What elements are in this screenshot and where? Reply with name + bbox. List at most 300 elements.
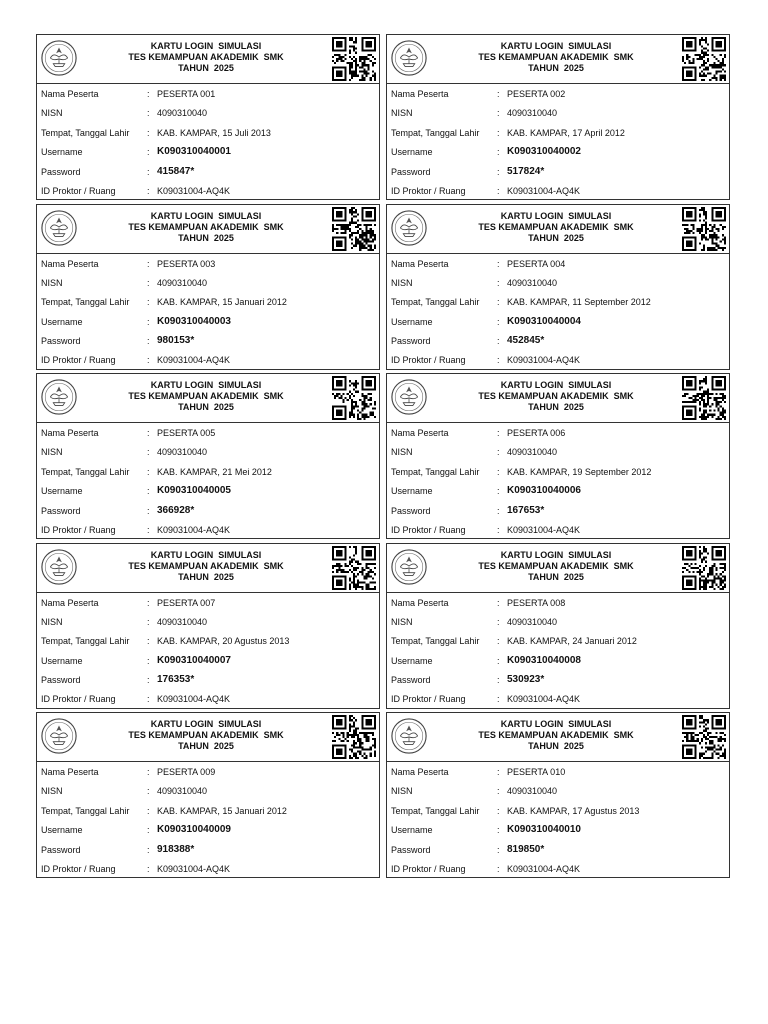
separator: : xyxy=(147,336,150,347)
card-title xyxy=(97,211,315,244)
separator: : xyxy=(497,655,500,666)
value-ttl: KAB. KAMPAR, 20 Agustus 2013 xyxy=(157,636,290,647)
separator: : xyxy=(147,355,150,366)
row-ttl xyxy=(37,293,379,312)
login-card xyxy=(386,543,730,709)
card-title-line: TAHUN 2025 xyxy=(178,402,234,412)
separator: : xyxy=(147,675,150,686)
card-title-line: TES KEMAMPUAN AKADEMIK SMK xyxy=(478,560,634,571)
qr-code-icon xyxy=(332,37,376,81)
card-title-line: KARTU LOGIN SIMULASI xyxy=(150,719,262,729)
card-title-line: TAHUN 2025 xyxy=(528,741,584,751)
tut-wuri-handayani-emblem-icon xyxy=(390,378,428,416)
card-title xyxy=(447,380,665,413)
card-header xyxy=(387,205,729,254)
label-password: Password xyxy=(41,166,81,177)
separator: : xyxy=(497,805,500,816)
card-title-line: TES KEMAMPUAN AKADEMIK SMK xyxy=(128,391,284,401)
login-card xyxy=(36,34,380,200)
login-card xyxy=(36,204,380,370)
tut-wuri-handayani-emblem-icon xyxy=(40,717,78,755)
value-username: K090310040009 xyxy=(157,824,231,836)
label-nisn: NISN xyxy=(41,447,63,458)
card-title-line: TAHUN 2025 xyxy=(528,571,584,582)
row-username xyxy=(37,313,379,332)
row-ruang xyxy=(37,521,379,540)
label-ruang: ID Proktor / Ruang xyxy=(391,524,466,535)
separator: : xyxy=(497,844,500,855)
label-nisn: NISN xyxy=(391,447,413,458)
card-title xyxy=(97,380,315,413)
card-title-line: TES KEMAMPUAN AKADEMIK SMK xyxy=(478,52,634,62)
row-ttl xyxy=(387,124,729,143)
row-nisn xyxy=(387,443,729,462)
row-nisn xyxy=(37,613,379,632)
row-ttl xyxy=(387,802,729,821)
value-username: K090310040001 xyxy=(157,146,231,158)
card-title-line: TAHUN 2025 xyxy=(178,571,234,582)
qr-code-icon xyxy=(682,376,726,420)
separator: : xyxy=(147,694,150,705)
value-nama: PESERTA 002 xyxy=(507,89,566,99)
label-username: Username xyxy=(391,486,433,497)
row-password xyxy=(37,841,379,860)
label-username: Username xyxy=(391,147,433,158)
value-nisn: 4090310040 xyxy=(507,786,558,797)
separator: : xyxy=(147,767,150,777)
value-username: K090310040006 xyxy=(507,485,581,497)
label-username: Username xyxy=(41,655,83,666)
value-nisn: 4090310040 xyxy=(507,277,558,288)
row-nisn xyxy=(37,443,379,462)
row-ruang xyxy=(387,351,729,370)
label-nama: Nama Peserta xyxy=(391,428,449,438)
value-nisn: 4090310040 xyxy=(157,447,208,458)
row-username xyxy=(387,482,729,501)
separator: : xyxy=(497,505,500,516)
separator: : xyxy=(497,863,500,874)
row-nama xyxy=(37,763,379,782)
separator: : xyxy=(497,597,500,608)
tut-wuri-handayani-emblem-icon xyxy=(390,39,428,77)
value-nisn: 4090310040 xyxy=(157,616,208,627)
card-title-line: KARTU LOGIN SIMULASI xyxy=(500,549,612,560)
separator: : xyxy=(497,127,500,138)
row-username xyxy=(387,652,729,671)
card-details xyxy=(387,84,729,201)
value-ruang: K09031004-AQ4K xyxy=(507,185,581,196)
card-title-line: KARTU LOGIN SIMULASI xyxy=(500,380,612,390)
tut-wuri-handayani-emblem-icon xyxy=(40,39,78,77)
value-password: 530923* xyxy=(507,674,545,686)
card-title-line: KARTU LOGIN SIMULASI xyxy=(500,210,612,221)
separator: : xyxy=(147,89,150,99)
row-username xyxy=(37,821,379,840)
separator: : xyxy=(147,316,150,327)
value-nama: PESERTA 003 xyxy=(157,258,216,269)
card-details xyxy=(37,593,379,710)
separator: : xyxy=(497,767,500,777)
card-title xyxy=(97,719,315,752)
row-nisn xyxy=(387,613,729,632)
row-username xyxy=(387,821,729,840)
row-ttl xyxy=(387,463,729,482)
label-ruang: ID Proktor / Ruang xyxy=(41,694,116,705)
row-ruang xyxy=(37,351,379,370)
card-header xyxy=(37,374,379,423)
value-nama: PESERTA 005 xyxy=(157,428,216,438)
label-password: Password xyxy=(391,675,431,686)
label-password: Password xyxy=(41,505,81,516)
value-ruang: K09031004-AQ4K xyxy=(157,185,231,196)
row-password xyxy=(387,163,729,182)
card-title-line: TAHUN 2025 xyxy=(178,63,234,73)
card-title-line: TES KEMAMPUAN AKADEMIK SMK xyxy=(128,52,284,62)
login-card xyxy=(36,712,380,878)
label-password: Password xyxy=(391,505,431,516)
label-ruang: ID Proktor / Ruang xyxy=(391,694,466,705)
card-title-line: KARTU LOGIN SIMULASI xyxy=(150,549,262,560)
value-username: K090310040007 xyxy=(157,654,231,666)
row-password xyxy=(37,163,379,182)
value-password: 819850* xyxy=(507,843,545,855)
card-title-line: TES KEMAMPUAN AKADEMIK SMK xyxy=(128,221,284,232)
label-ttl: Tempat, Tanggal Lahir xyxy=(391,466,480,477)
value-ttl: KAB. KAMPAR, 17 Agustus 2013 xyxy=(507,805,640,816)
label-ttl: Tempat, Tanggal Lahir xyxy=(41,466,130,477)
card-title xyxy=(447,211,665,244)
row-ttl xyxy=(37,463,379,482)
separator: : xyxy=(497,147,500,158)
value-nama: PESERTA 004 xyxy=(507,258,566,269)
row-ruang xyxy=(387,182,729,201)
tut-wuri-handayani-emblem-icon xyxy=(40,548,78,586)
separator: : xyxy=(147,108,150,119)
label-ttl: Tempat, Tanggal Lahir xyxy=(41,297,130,308)
card-details xyxy=(387,593,729,710)
value-ttl: KAB. KAMPAR, 21 Mei 2012 xyxy=(157,466,272,477)
separator: : xyxy=(147,636,150,647)
label-ruang: ID Proktor / Ruang xyxy=(41,524,116,535)
card-details xyxy=(37,423,379,540)
separator: : xyxy=(497,486,500,497)
separator: : xyxy=(147,127,150,138)
tut-wuri-handayani-emblem-icon xyxy=(40,209,78,247)
login-card xyxy=(36,373,380,539)
label-nisn: NISN xyxy=(41,277,63,288)
tut-wuri-handayani-emblem-icon xyxy=(390,717,428,755)
value-nama: PESERTA 010 xyxy=(507,767,566,777)
separator: : xyxy=(147,428,150,438)
separator: : xyxy=(497,89,500,99)
value-nisn: 4090310040 xyxy=(157,786,208,797)
value-username: K090310040003 xyxy=(157,315,231,327)
row-password xyxy=(387,332,729,351)
row-username xyxy=(387,313,729,332)
row-nama xyxy=(387,763,729,782)
value-ruang: K09031004-AQ4K xyxy=(157,863,231,874)
card-title-line: KARTU LOGIN SIMULASI xyxy=(150,380,262,390)
card-header xyxy=(387,35,729,84)
card-title-line: TES KEMAMPUAN AKADEMIK SMK xyxy=(128,560,284,571)
card-header xyxy=(37,205,379,254)
row-ruang xyxy=(387,521,729,540)
card-header xyxy=(37,713,379,762)
separator: : xyxy=(147,147,150,158)
value-ruang: K09031004-AQ4K xyxy=(507,524,581,535)
row-nisn xyxy=(387,782,729,801)
row-username xyxy=(37,652,379,671)
separator: : xyxy=(147,447,150,458)
row-ruang xyxy=(37,860,379,879)
qr-code-icon xyxy=(682,715,726,759)
row-password xyxy=(387,841,729,860)
row-ttl xyxy=(387,632,729,651)
value-ruang: K09031004-AQ4K xyxy=(507,863,581,874)
row-ttl xyxy=(387,293,729,312)
separator: : xyxy=(497,108,500,119)
value-nisn: 4090310040 xyxy=(507,447,558,458)
separator: : xyxy=(497,277,500,288)
separator: : xyxy=(147,786,150,797)
row-username xyxy=(387,143,729,162)
separator: : xyxy=(497,675,500,686)
separator: : xyxy=(497,636,500,647)
separator: : xyxy=(147,185,150,196)
card-details xyxy=(37,762,379,879)
label-username: Username xyxy=(41,316,83,327)
separator: : xyxy=(497,694,500,705)
card-title xyxy=(447,550,665,583)
label-nama: Nama Peserta xyxy=(41,89,99,99)
separator: : xyxy=(497,466,500,477)
separator: : xyxy=(147,486,150,497)
row-nama xyxy=(37,424,379,443)
qr-code-icon xyxy=(332,376,376,420)
value-ttl: KAB. KAMPAR, 11 September 2012 xyxy=(507,297,651,308)
tut-wuri-handayani-emblem-icon xyxy=(40,378,78,416)
separator: : xyxy=(147,805,150,816)
card-title-line: TES KEMAMPUAN AKADEMIK SMK xyxy=(478,221,634,232)
card-title-line: TAHUN 2025 xyxy=(528,232,584,243)
row-ttl xyxy=(37,124,379,143)
separator: : xyxy=(147,825,150,836)
separator: : xyxy=(147,524,150,535)
value-nisn: 4090310040 xyxy=(157,277,208,288)
value-ttl: KAB. KAMPAR, 17 April 2012 xyxy=(507,127,625,138)
value-ruang: K09031004-AQ4K xyxy=(507,355,581,366)
row-nama xyxy=(387,424,729,443)
login-card xyxy=(36,543,380,709)
value-password: 517824* xyxy=(507,165,545,177)
label-username: Username xyxy=(41,147,83,158)
value-ttl: KAB. KAMPAR, 15 Juli 2013 xyxy=(157,127,271,138)
label-nama: Nama Peserta xyxy=(391,258,449,269)
row-ttl xyxy=(37,632,379,651)
separator: : xyxy=(497,447,500,458)
card-title-line: TES KEMAMPUAN AKADEMIK SMK xyxy=(478,391,634,401)
row-nama xyxy=(387,594,729,613)
separator: : xyxy=(147,297,150,308)
label-nisn: NISN xyxy=(41,616,63,627)
card-title-line: TAHUN 2025 xyxy=(528,402,584,412)
separator: : xyxy=(497,166,500,177)
label-password: Password xyxy=(391,166,431,177)
separator: : xyxy=(497,616,500,627)
card-title-line: TAHUN 2025 xyxy=(178,232,234,243)
separator: : xyxy=(147,505,150,516)
value-nisn: 4090310040 xyxy=(507,108,558,119)
separator: : xyxy=(147,863,150,874)
tut-wuri-handayani-emblem-icon xyxy=(390,209,428,247)
value-ruang: K09031004-AQ4K xyxy=(157,355,231,366)
card-title xyxy=(447,41,665,74)
label-username: Username xyxy=(41,486,83,497)
separator: : xyxy=(497,524,500,535)
label-password: Password xyxy=(391,336,431,347)
row-password xyxy=(37,671,379,690)
row-ttl xyxy=(37,802,379,821)
value-password: 176353* xyxy=(157,674,195,686)
row-password xyxy=(387,502,729,521)
separator: : xyxy=(497,825,500,836)
label-ruang: ID Proktor / Ruang xyxy=(391,355,466,366)
row-ruang xyxy=(37,182,379,201)
value-nama: PESERTA 008 xyxy=(507,597,566,608)
label-ttl: Tempat, Tanggal Lahir xyxy=(391,127,480,138)
value-password: 167653* xyxy=(507,504,545,516)
row-nama xyxy=(37,85,379,104)
value-nama: PESERTA 007 xyxy=(157,597,216,608)
row-nama xyxy=(37,594,379,613)
card-header xyxy=(387,544,729,593)
value-username: K090310040005 xyxy=(157,485,231,497)
card-header xyxy=(37,544,379,593)
label-ruang: ID Proktor / Ruang xyxy=(41,355,116,366)
label-nama: Nama Peserta xyxy=(41,428,99,438)
separator: : xyxy=(497,258,500,269)
separator: : xyxy=(497,336,500,347)
card-title xyxy=(447,719,665,752)
row-nisn xyxy=(37,104,379,123)
label-nama: Nama Peserta xyxy=(41,767,99,777)
label-username: Username xyxy=(391,316,433,327)
separator: : xyxy=(147,258,150,269)
login-card xyxy=(386,712,730,878)
card-title-line: KARTU LOGIN SIMULASI xyxy=(150,210,262,221)
separator: : xyxy=(147,277,150,288)
tut-wuri-handayani-emblem-icon xyxy=(390,548,428,586)
row-password xyxy=(37,502,379,521)
value-nisn: 4090310040 xyxy=(157,108,208,119)
row-password xyxy=(37,332,379,351)
row-nisn xyxy=(387,104,729,123)
label-ttl: Tempat, Tanggal Lahir xyxy=(391,636,480,647)
card-title-line: TAHUN 2025 xyxy=(178,741,234,751)
label-username: Username xyxy=(391,825,433,836)
label-password: Password xyxy=(391,844,431,855)
card-header xyxy=(387,374,729,423)
label-nama: Nama Peserta xyxy=(41,597,99,608)
value-username: K090310040004 xyxy=(507,315,581,327)
row-nama xyxy=(387,255,729,274)
row-nama xyxy=(387,85,729,104)
label-nisn: NISN xyxy=(41,786,63,797)
label-ttl: Tempat, Tanggal Lahir xyxy=(41,805,130,816)
label-ruang: ID Proktor / Ruang xyxy=(41,185,116,196)
value-username: K090310040010 xyxy=(507,824,581,836)
card-title-line: TES KEMAMPUAN AKADEMIK SMK xyxy=(478,730,634,740)
value-nama: PESERTA 006 xyxy=(507,428,566,438)
value-ruang: K09031004-AQ4K xyxy=(157,524,231,535)
value-password: 980153* xyxy=(157,335,195,347)
qr-code-icon xyxy=(682,546,726,590)
login-card xyxy=(386,34,730,200)
qr-code-icon xyxy=(332,546,376,590)
label-nisn: NISN xyxy=(391,616,413,627)
separator: : xyxy=(497,786,500,797)
label-username: Username xyxy=(391,655,433,666)
row-ruang xyxy=(37,690,379,709)
value-nama: PESERTA 009 xyxy=(157,767,216,777)
value-ttl: KAB. KAMPAR, 24 Januari 2012 xyxy=(507,636,637,647)
label-ttl: Tempat, Tanggal Lahir xyxy=(391,297,480,308)
qr-code-icon xyxy=(682,37,726,81)
card-title-line: KARTU LOGIN SIMULASI xyxy=(150,41,262,51)
card-title-line: KARTU LOGIN SIMULASI xyxy=(500,41,612,51)
card-title xyxy=(97,41,315,74)
value-password: 366928* xyxy=(157,504,195,516)
separator: : xyxy=(497,316,500,327)
separator: : xyxy=(147,616,150,627)
label-nisn: NISN xyxy=(41,108,63,119)
label-nisn: NISN xyxy=(391,277,413,288)
card-details xyxy=(37,254,379,371)
qr-code-icon xyxy=(682,207,726,251)
login-card xyxy=(386,204,730,370)
login-card xyxy=(386,373,730,539)
card-title-line: KARTU LOGIN SIMULASI xyxy=(500,719,612,729)
value-nisn: 4090310040 xyxy=(507,616,558,627)
card-title-line: TES KEMAMPUAN AKADEMIK SMK xyxy=(128,730,284,740)
separator: : xyxy=(497,297,500,308)
row-username xyxy=(37,482,379,501)
separator: : xyxy=(147,655,150,666)
label-nama: Nama Peserta xyxy=(391,597,449,608)
label-nisn: NISN xyxy=(391,786,413,797)
label-nama: Nama Peserta xyxy=(41,258,99,269)
label-nama: Nama Peserta xyxy=(391,767,449,777)
separator: : xyxy=(497,428,500,438)
row-nisn xyxy=(387,274,729,293)
card-title-line: TAHUN 2025 xyxy=(528,63,584,73)
label-nama: Nama Peserta xyxy=(391,89,449,99)
row-nama xyxy=(37,255,379,274)
card-details xyxy=(387,423,729,540)
row-ruang xyxy=(387,860,729,879)
label-password: Password xyxy=(41,336,81,347)
card-details xyxy=(37,84,379,201)
label-ttl: Tempat, Tanggal Lahir xyxy=(391,805,480,816)
label-ruang: ID Proktor / Ruang xyxy=(391,863,466,874)
value-ttl: KAB. KAMPAR, 15 Januari 2012 xyxy=(157,805,287,816)
label-nisn: NISN xyxy=(391,108,413,119)
separator: : xyxy=(147,466,150,477)
qr-code-icon xyxy=(332,207,376,251)
row-nisn xyxy=(37,274,379,293)
value-username: K090310040008 xyxy=(507,654,581,666)
label-ruang: ID Proktor / Ruang xyxy=(391,185,466,196)
